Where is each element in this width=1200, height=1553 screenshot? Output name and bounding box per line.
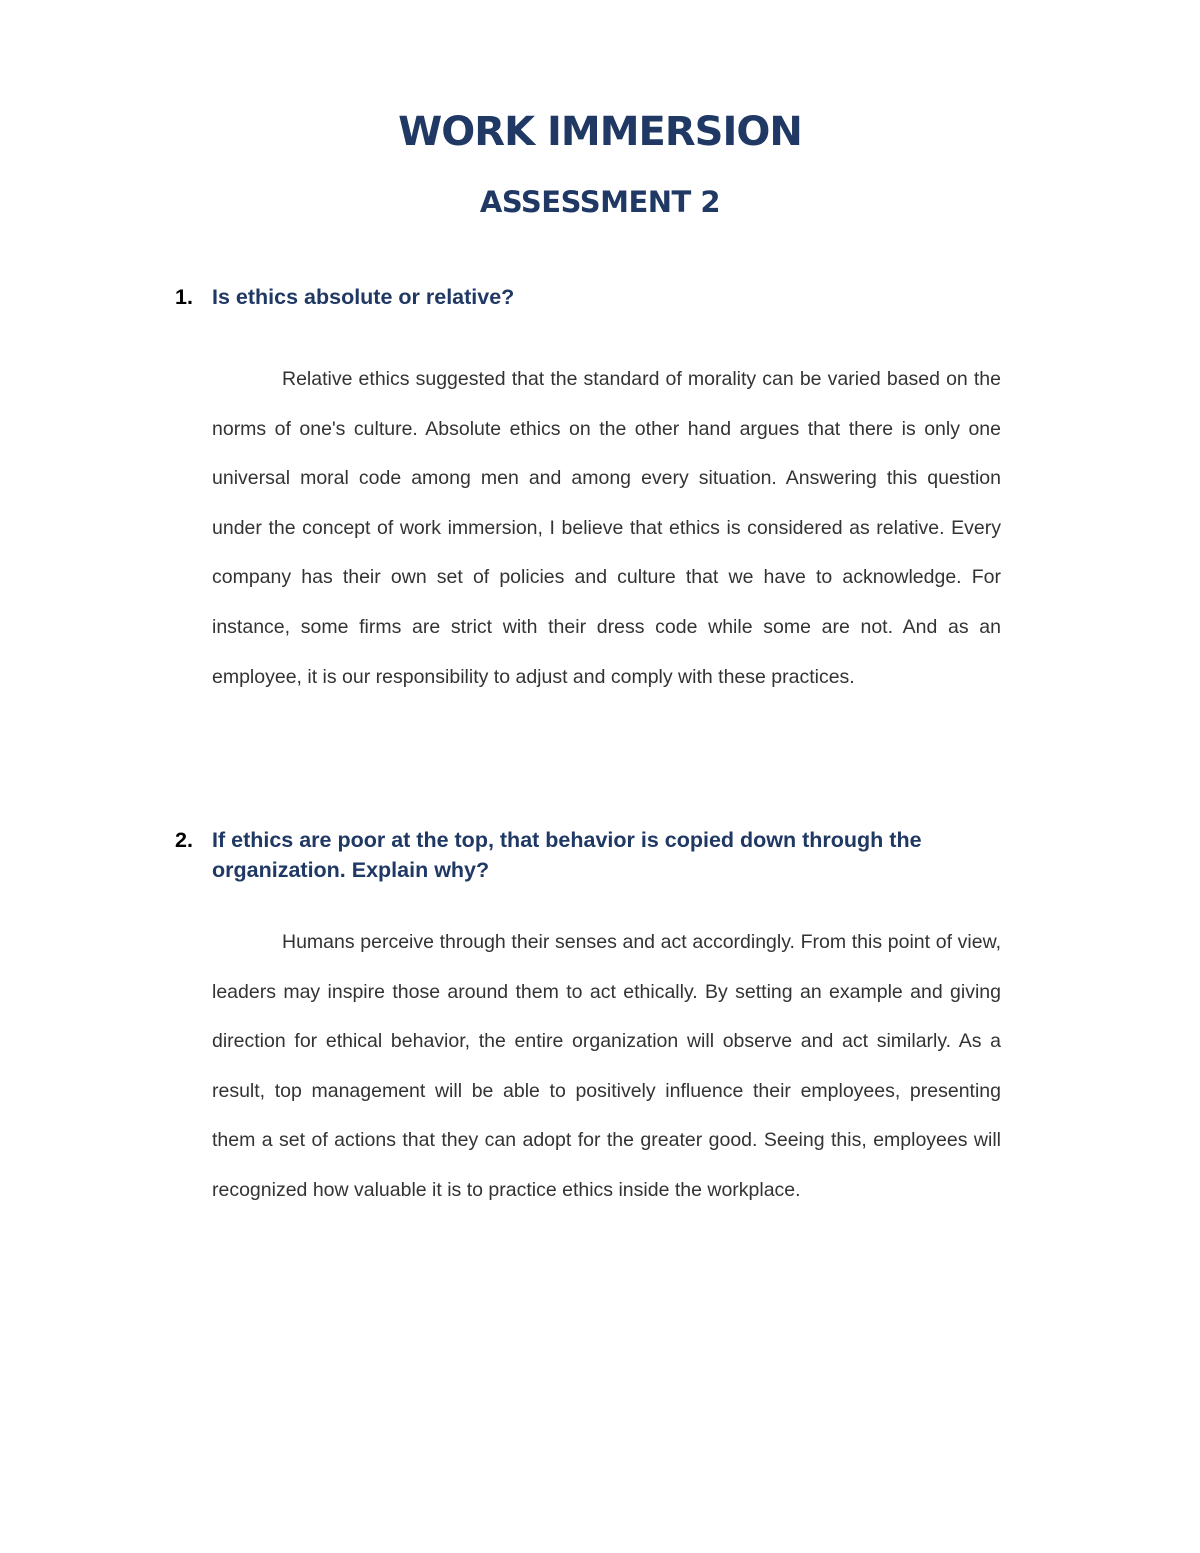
document-subtitle: ASSESSMENT 2 xyxy=(479,185,721,219)
answer-1: Relative ethics suggested that the standard of morality can be varied based on the norms of one's culture. Absolute ethics on the other hand argues that there is only one universal moral code among men and among every situation. Answering this question under the concept of work immersion, I believe that ethics is considered as relative. Every company has their own set of policies and culture that we have to acknowledge. For instance, some firms are strict with their dress code while some are not. And as an employee, it is our responsibility to adjust and comply with these practices. xyxy=(212,368,1001,688)
answer-2: Humans perceive through their senses and act accordingly. From this point of view, leaders may inspire those around them to act ethically. By setting an example and giving direction for ethical behavior, the entire organization will observe and act similarly. As a result, top management will be able to positively influence their employees, presenting them a set of actions that they can adopt for the greater good. Seeing this, employees will recognized how valuable it is to practice ethics inside the workplace. xyxy=(212,931,1001,1201)
question-1 xyxy=(175,282,1005,312)
question-text: If ethics are poor at the top, that behavior is copied down through the organization. Explain why? xyxy=(212,828,922,882)
question-text: Is ethics absolute or relative? xyxy=(212,285,515,309)
question-number: 2. xyxy=(175,828,193,852)
document-title: WORK IMMERSION xyxy=(398,109,802,155)
question-number: 1. xyxy=(175,285,193,309)
question-2 xyxy=(175,825,1005,885)
